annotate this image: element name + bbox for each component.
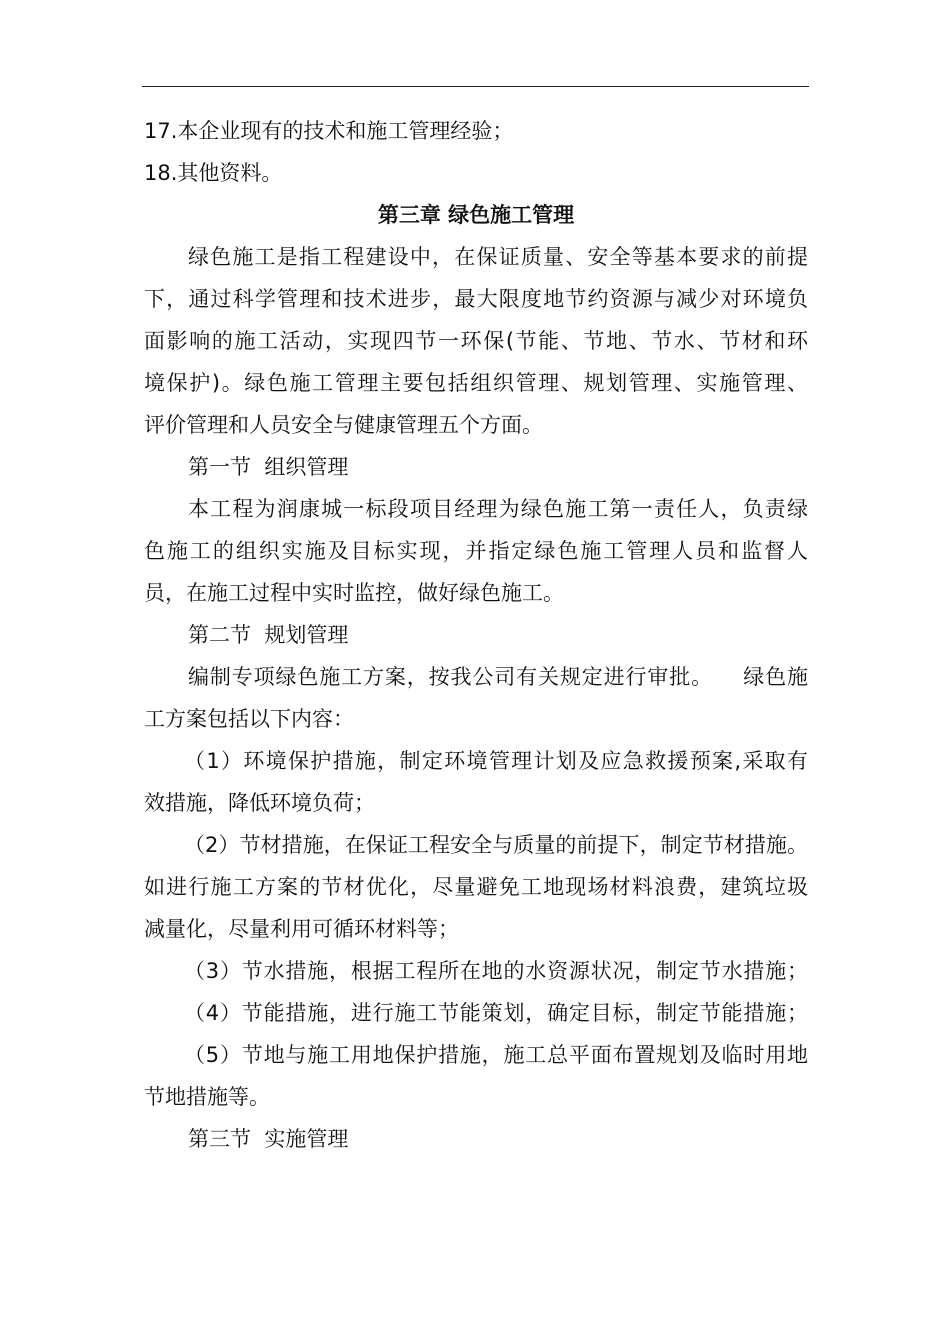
- measure-item-land: （5）节地与施工用地保护措施，施工总平面布置规划及临时用地: [184, 1043, 808, 1067]
- chapter-title: 第三章 绿色施工管理: [377, 203, 575, 227]
- section1-body-line: 色施工的组织实施及目标实现，并指定绿色施工管理人员和监督人: [144, 539, 808, 563]
- section2-body-line: 编制专项绿色施工方案，按我公司有关规定进行审批。 绿色施: [188, 665, 808, 689]
- list-item-17: 17.本企业现有的技术和施工管理经验；: [144, 119, 514, 143]
- chapter-intro-line: 绿色施工是指工程建设中，在保证质量、安全等基本要求的前提: [188, 245, 808, 269]
- measure-item-energy: （4）节能措施，进行施工节能策划，确定目标，制定节能措施；: [184, 1001, 808, 1025]
- measure-item-environment-cont: 效措施，降低环境负荷；: [144, 791, 375, 815]
- measure-item-environment: （1）环境保护措施，制定环境管理计划及应急救援预案,采取有: [184, 749, 808, 773]
- chapter-intro-line: 面影响的施工活动，实现四节一环保(节能、节地、节水、节材和环: [144, 329, 808, 353]
- section-title-planning: 第二节 规划管理: [188, 623, 349, 647]
- section1-body-line: 本工程为润康城一标段项目经理为绿色施工第一责任人，负责绿: [188, 497, 808, 521]
- measure-item-water: （3）节水措施，根据工程所在地的水资源状况，制定节水措施；: [184, 959, 808, 983]
- list-item-18: 18.其他资料。: [144, 161, 283, 185]
- section-title-organization: 第一节 组织管理: [188, 455, 349, 479]
- section1-body-line: 员，在施工过程中实时监控，做好绿色施工。: [144, 581, 564, 605]
- header-rule: [142, 86, 809, 87]
- measure-item-materials: （2）节材措施，在保证工程安全与质量的前提下，制定节材措施。: [184, 833, 808, 857]
- section2-body-line: 工方案包括以下内容：: [144, 707, 354, 731]
- document-body: [144, 110, 808, 1160]
- chapter-intro-line: 下，通过科学管理和技术进步，最大限度地节约资源与减少对环境负: [144, 287, 808, 311]
- measure-item-materials-cont: 减量化，尽量利用可循环材料等；: [144, 917, 459, 941]
- chapter-intro-line: 评价管理和人员安全与健康管理五个方面。: [144, 413, 543, 437]
- section-title-implementation: 第三节 实施管理: [188, 1127, 349, 1151]
- chapter-intro-line: 境保护)。绿色施工管理主要包括组织管理、规划管理、实施管理、: [144, 371, 808, 395]
- measure-item-land-cont: 节地措施等。: [144, 1085, 270, 1109]
- measure-item-materials-cont: 如进行施工方案的节材优化，尽量避免工地现场材料浪费，建筑垃圾: [144, 875, 808, 899]
